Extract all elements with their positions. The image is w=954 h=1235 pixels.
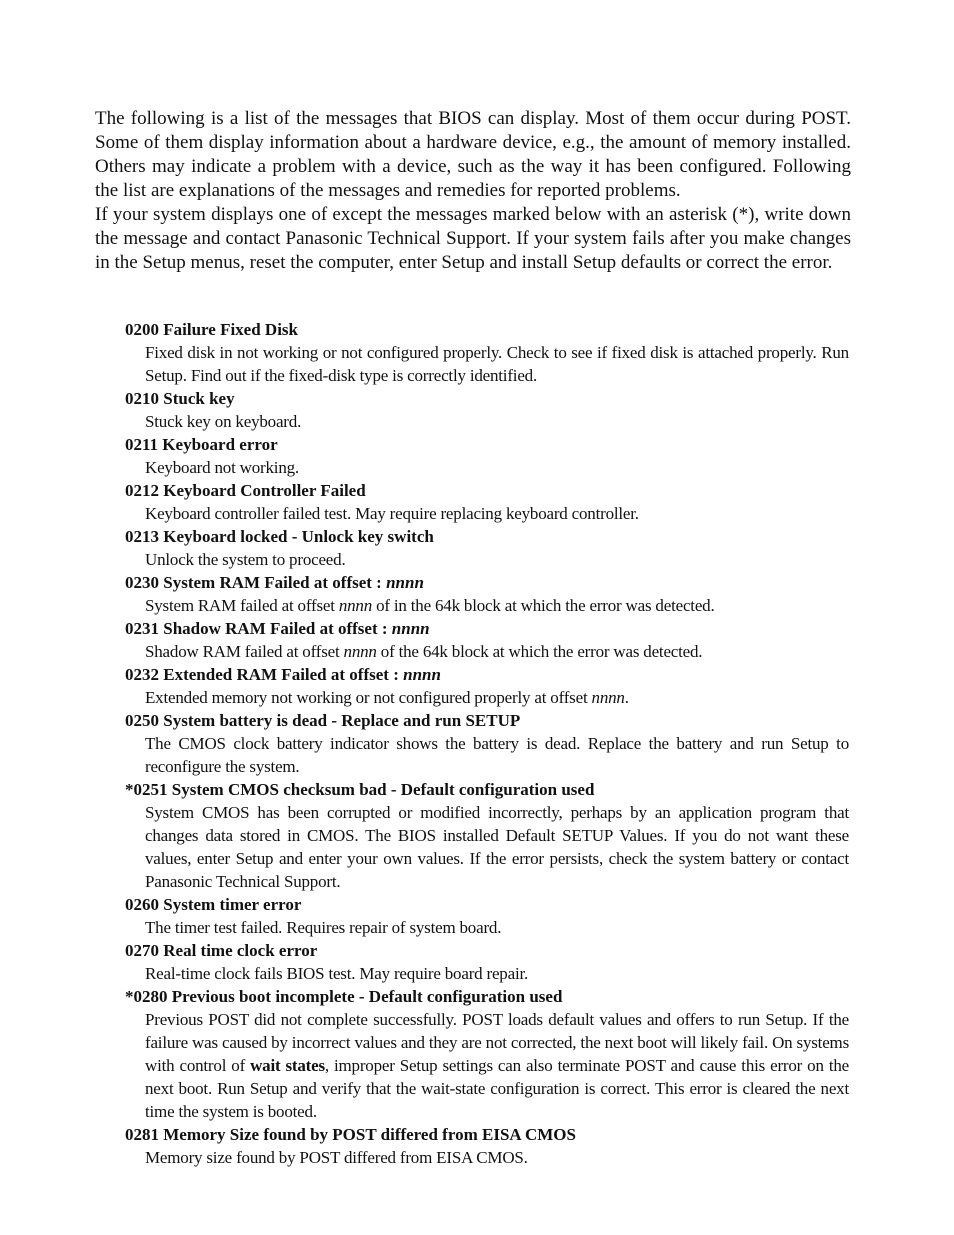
message-heading: 0260 System timer error	[125, 895, 302, 914]
message-heading: 0200 Failure Fixed Disk	[125, 320, 298, 339]
message-heading: 0270 Real time clock error	[125, 941, 318, 960]
message-entry-0281	[125, 1123, 849, 1169]
message-entry-0212	[125, 479, 849, 525]
message-description: The CMOS clock battery indicator shows the battery is dead. Replace the battery and run Setup to reconfigure the system.	[145, 734, 849, 776]
message-description	[145, 686, 849, 709]
description-text-after: of the 64k block at which the error was detected.	[376, 642, 703, 661]
message-entry-0280	[125, 985, 849, 1123]
description-text-after: of in the 64k block at which the error was detected.	[372, 596, 715, 615]
heading-text: 0232 Extended RAM Failed at offset :	[125, 665, 404, 684]
message-heading: 0213 Keyboard locked - Unlock key switch	[125, 527, 434, 546]
message-entry-0213	[125, 525, 849, 571]
heading-text: 0230 System RAM Failed at offset :	[125, 573, 387, 592]
message-heading: 0212 Keyboard Controller Failed	[125, 481, 366, 500]
description-bold-term: wait states	[250, 1056, 325, 1075]
description-text-after: , improper Setup settings can also terminate POST and cause this error on the next boot. Run Setup and verify that the wait-state configuration is correct. This error is cleared the next time the system is booted.	[145, 1056, 849, 1121]
message-heading	[125, 617, 849, 640]
description-text: Previous POST did not complete successfully. POST loads default values and offers to run Setup. If the failure was caused by incorrect values and they are not corrected, the next boot will likely fail. On systems with control of	[145, 1010, 849, 1075]
message-heading: 0210 Stuck key	[125, 389, 235, 408]
message-heading: 0281 Memory Size found by POST differed from EISA CMOS	[125, 1125, 576, 1144]
intro-section	[95, 107, 851, 275]
heading-variable: nnnn	[386, 573, 424, 592]
message-entry-0250	[125, 709, 849, 778]
message-description	[145, 1008, 849, 1123]
message-heading	[125, 663, 849, 686]
description-text-after: .	[624, 688, 629, 707]
heading-text: 0231 Shadow RAM Failed at offset :	[125, 619, 392, 638]
message-description: Real-time clock fails BIOS test. May require board repair.	[145, 964, 529, 983]
message-entry-0232	[125, 663, 849, 709]
heading-variable: nnnn	[391, 619, 430, 638]
description-text: Shadow RAM failed at offset	[145, 642, 344, 661]
description-text: Extended memory not working or not configured properly at offset	[145, 688, 592, 707]
bios-message-list	[125, 318, 849, 1169]
message-description	[145, 640, 849, 663]
intro-paragraph-1: The following is a list of the messages that BIOS can display. Most of them occur during POST. Some of them display information about a hardware device, e.g., the amount of memory installed. Others may indicate a problem with a device, such as the way it has been configured. Following the list are explanations of the messages and remedies for reported problems.	[95, 108, 851, 201]
message-description: Unlock the system to proceed.	[145, 550, 346, 569]
message-description: System CMOS has been corrupted or modified incorrectly, perhaps by an application program that changes data stored in CMOS. The BIOS installed Default SETUP Values. If you do not want these values, enter Setup and enter your own values. If the error persists, check the system battery or contact Panasonic Technical Support.	[145, 803, 849, 891]
message-description: The timer test failed. Requires repair of system board.	[145, 918, 502, 937]
intro-paragraph-2: If your system displays one of except the messages marked below with an asterisk (*), write down the message and contact Panasonic Technical Support. If your system fails after you make changes in the Setup menus, reset the computer, enter Setup and install Setup defaults or correct the error.	[95, 204, 851, 273]
message-entry-0230	[125, 571, 849, 617]
message-entry-0210	[125, 387, 849, 433]
message-description: Memory size found by POST differed from EISA CMOS.	[145, 1148, 528, 1167]
message-heading: 0250 System battery is dead - Replace and run SETUP	[125, 711, 521, 730]
message-description: Fixed disk in not working or not configured properly. Check to see if fixed disk is attached properly. Run Setup. Find out if the fixed-disk type is correctly identified.	[145, 343, 849, 385]
message-description: Keyboard not working.	[145, 458, 299, 477]
message-description: Keyboard controller failed test. May require replacing keyboard controller.	[145, 504, 639, 523]
message-entry-0260	[125, 893, 849, 939]
message-heading: *0251 System CMOS checksum bad - Default configuration used	[125, 780, 595, 799]
message-entry-0200	[125, 318, 849, 387]
heading-variable: nnnn	[403, 665, 441, 684]
message-entry-0211	[125, 433, 849, 479]
description-variable: nnnn	[343, 642, 377, 661]
description-variable: nnnn	[338, 596, 373, 615]
message-heading	[125, 571, 849, 594]
message-description: Stuck key on keyboard.	[145, 412, 302, 431]
message-heading: 0211 Keyboard error	[125, 435, 278, 454]
message-entry-0251	[125, 778, 849, 893]
message-entry-0231	[125, 617, 849, 663]
message-description	[145, 594, 849, 617]
message-entry-0270	[125, 939, 849, 985]
description-variable: nnnn	[591, 688, 625, 707]
description-text: System RAM failed at offset	[145, 596, 339, 615]
message-heading: *0280 Previous boot incomplete - Default configuration used	[125, 987, 563, 1006]
